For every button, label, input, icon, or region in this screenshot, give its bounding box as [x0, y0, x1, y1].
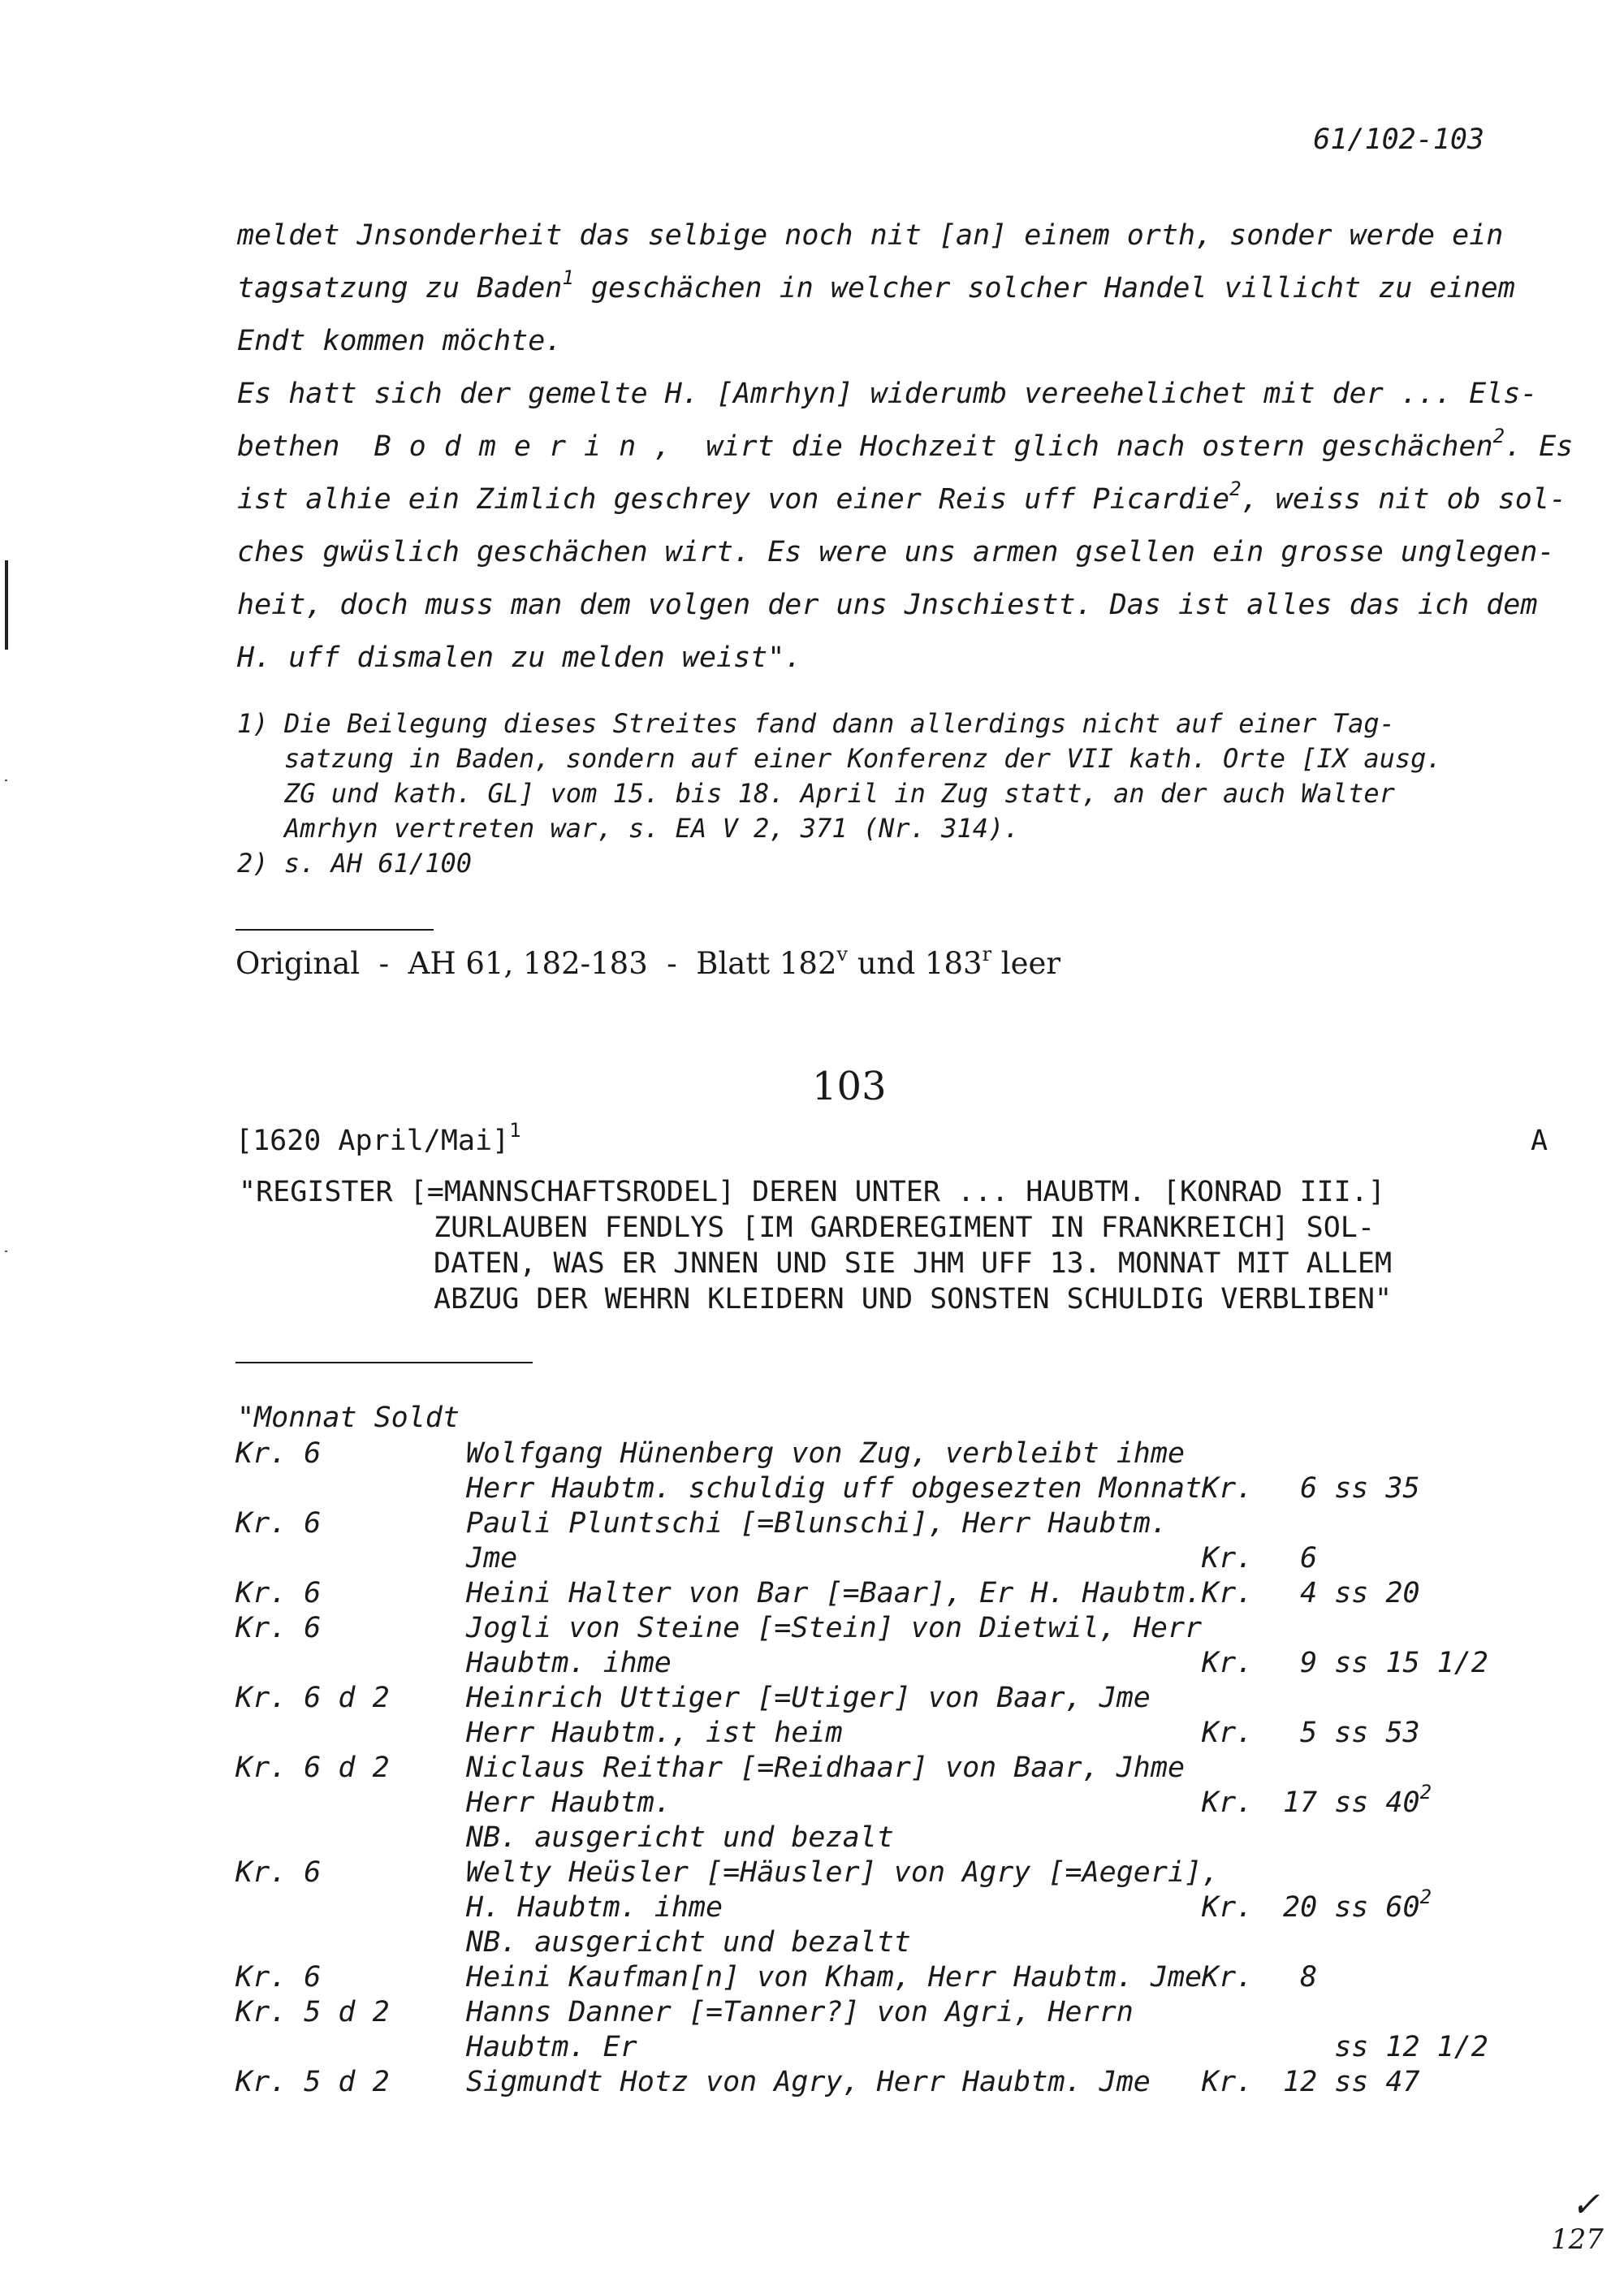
- register-currency: Kr.: [1202, 2066, 1254, 2098]
- letter-line: H. uff dismalen zu melden weist".: [237, 642, 802, 674]
- footnote-line: 2) s. AH 61/100: [237, 848, 472, 879]
- register-month-pay: Kr. 6 d 2: [235, 1752, 390, 1784]
- register-entry: Hanns Danner [=Tanner?] von Agri, Herrn: [466, 1996, 1134, 2028]
- register-amount: 6 ss 35: [1283, 1472, 1420, 1505]
- register-currency: Kr.: [1202, 1647, 1254, 1679]
- footnote-ref: 2: [1492, 425, 1505, 447]
- register-title: DATEN, WAS ER JNNEN UND SIE JHM UFF 13. MONNAT MIT ALLEM: [434, 1247, 1393, 1280]
- register-entry: Herr Haubtm. schuldig uff obgesezten Monnat: [466, 1472, 1203, 1505]
- register-entry: Herr Haubtm.: [466, 1786, 672, 1819]
- register-title: ZURLAUBEN FENDLYS [IM GARDEREGIMENT IN FRANKREICH] SOL-: [434, 1212, 1375, 1244]
- margin-tick: [5, 1251, 7, 1252]
- register-entry: Sigmundt Hotz von Agry, Herr Haubtm. Jme: [466, 2066, 1151, 2098]
- source-text: Original - AH 61, 182-183 - Blatt 182: [235, 946, 837, 981]
- register-entry: Jme: [466, 1542, 518, 1575]
- register-month-pay: Kr. 5 d 2: [235, 2066, 390, 2098]
- register-entry: Heini Kaufman[n] von Kham, Herr Haubtm. Jme: [466, 1961, 1203, 1994]
- footnote-label: 1): [237, 708, 269, 739]
- register-entry: Niclaus Reithar [=Reidhaar] von Baar, Jhme: [466, 1752, 1186, 1784]
- letter-text: wirt die Hochzeit glich nach ostern geschächen: [689, 430, 1493, 463]
- register-month-pay: Kr. 6: [235, 1437, 322, 1470]
- register-amount-text: 17 ss 40: [1283, 1786, 1420, 1819]
- register-currency: Kr.: [1202, 1786, 1254, 1819]
- footnote-line: ZG und kath. GL] vom 15. bis 18. April in Zug statt, an der auch Walter: [284, 778, 1395, 809]
- register-entry: Jogli von Steine [=Stein] von Dietwil, Herr: [466, 1612, 1203, 1644]
- spaced-name: Bodmerin,: [374, 430, 689, 463]
- footnote-line: Die Beilegung dieses Streites fand dann allerdings nicht auf einer Tag-: [284, 708, 1395, 739]
- register-entry: H. Haubtm. ihme: [466, 1891, 723, 1924]
- register-month-pay: Kr. 6: [235, 1612, 322, 1644]
- register-month-pay: Kr. 6: [235, 1507, 322, 1540]
- recto-mark: r: [982, 943, 992, 966]
- footnote-ref: 2: [1229, 477, 1242, 500]
- archive-number: 127: [1551, 2223, 1604, 2256]
- register-amount: 8: [1283, 1961, 1318, 1994]
- register-amount: 5 ss 53: [1283, 1717, 1420, 1749]
- footnote-ref: 2: [1419, 1886, 1432, 1908]
- letter-line: Endt kommen möchte.: [237, 325, 563, 357]
- letter-text: . Es: [1505, 430, 1574, 463]
- letter-line: ches gwüslich geschächen wirt. Es were uns armen gsellen ein grosse unglegen-: [237, 536, 1555, 568]
- binding-mark: [5, 560, 8, 650]
- date-text: [1620 April/Mai]: [235, 1125, 510, 1157]
- register-entry: Pauli Pluntschi [=Blunschi], Herr Haubtm.: [466, 1507, 1168, 1540]
- date-line: [235, 1119, 521, 1157]
- source-text: leer: [991, 946, 1061, 981]
- register-entry: Wolfgang Hünenberg von Zug, verbleibt ihme: [466, 1437, 1186, 1470]
- footnote-ref: 1: [509, 1119, 521, 1142]
- verso-mark: v: [836, 943, 849, 966]
- register-entry: Haubtm. ihme: [466, 1647, 672, 1679]
- page-reference: 61/102-103: [1313, 123, 1484, 156]
- letter-text: geschächen in welcher solcher Handel villicht zu einem: [573, 272, 1515, 305]
- source-line: [235, 943, 1061, 981]
- register-currency: Kr.: [1202, 1472, 1254, 1505]
- source-text: und 183: [848, 946, 983, 981]
- letter-line: heit, doch muss man dem volgen der uns Jnschiestt. Das ist alles das ich dem: [237, 589, 1538, 621]
- letter-line: [237, 425, 1574, 463]
- footnote-line: satzung in Baden, sondern auf einer Konferenz der VII kath. Orte [IX ausg.: [284, 743, 1442, 774]
- register-month-pay: Kr. 6: [235, 1856, 322, 1889]
- register-currency: Kr.: [1202, 1961, 1254, 1994]
- register-amount: ss 12 1/2: [1283, 2031, 1488, 2063]
- register-amount: 6: [1283, 1542, 1318, 1575]
- register-header: "Monnat Soldt: [237, 1402, 460, 1434]
- letter-line: [237, 477, 1566, 516]
- letter-line: Es hatt sich der gemelte H. [Amrhyn] widerumb vereehelichet mit der ... Els-: [237, 378, 1538, 410]
- register-month-pay: Kr. 6: [235, 1961, 322, 1994]
- separator-rule: [235, 929, 434, 931]
- separator-rule: [235, 1362, 533, 1363]
- register-month-pay: Kr. 5 d 2: [235, 1996, 390, 2028]
- register-amount-text: 20 ss 60: [1283, 1891, 1420, 1924]
- register-amount: [1283, 1781, 1432, 1819]
- letter-text: tagsatzung zu Baden: [237, 272, 563, 305]
- series-letter: A: [1531, 1125, 1548, 1157]
- letter-line: [237, 266, 1515, 305]
- register-entry: NB. ausgericht und bezalt: [466, 1821, 894, 1854]
- letter-text: , weiss nit ob sol-: [1241, 483, 1566, 516]
- register-currency: Kr.: [1202, 1717, 1254, 1749]
- footnote-ref: 1: [562, 266, 574, 289]
- document-number: 103: [812, 1064, 887, 1109]
- register-entry: Heinrich Uttiger [=Utiger] von Baar, Jme: [466, 1682, 1151, 1714]
- register-entry: Welty Heüsler [=Häusler] von Agry [=Aegeri],: [466, 1856, 1220, 1889]
- register-currency: Kr.: [1202, 1577, 1254, 1609]
- footnote-line: Amrhyn vertreten war, s. EA V 2, 371 (Nr. 314).: [284, 813, 1020, 844]
- register-entry: Haubtm. Er: [466, 2031, 637, 2063]
- register-entry: Herr Haubtm., ist heim: [466, 1717, 843, 1749]
- margin-tick: [5, 780, 7, 781]
- register-amount: 12 ss 47: [1283, 2066, 1420, 2098]
- letter-line: meldet Jnsonderheit das selbige noch nit [an] einem orth, sonder werde ein: [237, 219, 1504, 252]
- letter-text: bethen: [237, 430, 340, 463]
- letter-text: ist alhie ein Zimlich geschrey von einer Reis uff Picardie: [237, 483, 1230, 516]
- register-currency: Kr.: [1202, 1891, 1254, 1924]
- register-currency: Kr.: [1202, 1542, 1254, 1575]
- register-title: ABZUG DER WEHRN KLEIDERN UND SONSTEN SCHULDIG VERBLIBEN": [434, 1283, 1393, 1315]
- register-amount: 9 ss 15 1/2: [1283, 1647, 1488, 1679]
- register-entry: Heini Halter von Bar [=Baar], Er H. Haubtm.: [466, 1577, 1203, 1609]
- register-amount: [1283, 1886, 1432, 1924]
- register-month-pay: Kr. 6 d 2: [235, 1682, 390, 1714]
- register-title: "REGISTER [=MANNSCHAFTSRODEL] DEREN UNTER ... HAUBTM. [KONRAD III.]: [239, 1176, 1385, 1208]
- register-month-pay: Kr. 6: [235, 1577, 322, 1609]
- footnote-ref: 2: [1419, 1781, 1432, 1804]
- checkmark-icon: ✓: [1571, 2184, 1600, 2224]
- register-entry: NB. ausgericht und bezaltt: [466, 1926, 911, 1959]
- register-amount: 4 ss 20: [1283, 1577, 1420, 1609]
